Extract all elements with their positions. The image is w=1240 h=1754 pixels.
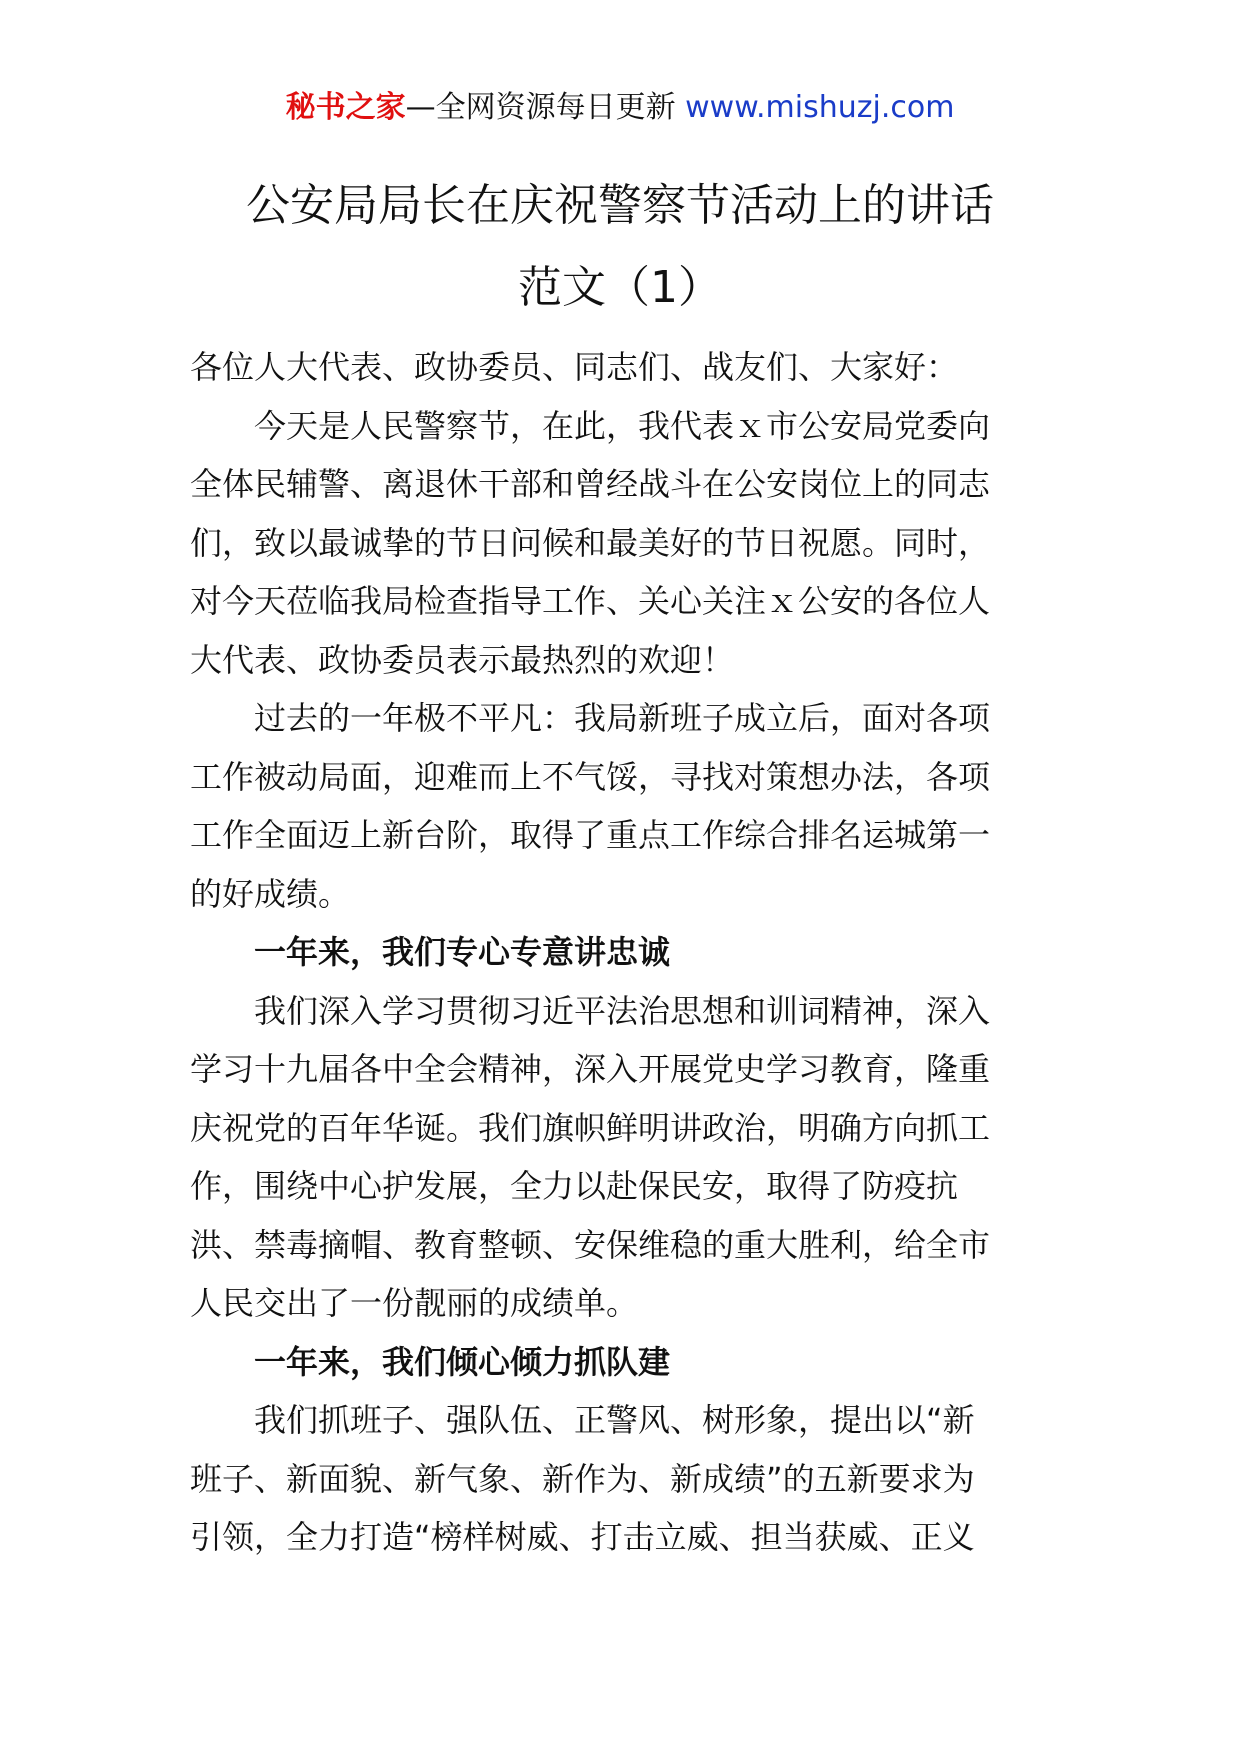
section-heading-1: 一年来，我们专心专意讲忠诚: [254, 933, 671, 971]
paragraph-3-line: 作，围绕中心护发展，全力以赴保民安，取得了防疫抗: [190, 1167, 959, 1205]
paragraph-4-line: 引领，全力打造“榜样树威、打击立威、担当获威、正义: [190, 1518, 975, 1556]
paragraph-2-line: 的好成绩。: [190, 874, 351, 913]
paragraph-4-line: 班子、新面貌、新气象、新作为、新成绩”的五新要求为: [190, 1459, 975, 1498]
paragraph-1-line: 大代表、政协委员表示最热烈的欢迎！: [190, 640, 735, 679]
site-brand: 秘书之家: [285, 90, 406, 125]
paragraph-3-line: 洪、禁毒摘帽、教育整顿、安保维稳的重大胜利，给全市: [190, 1225, 991, 1264]
paragraph-3-line: 我们深入学习贯彻习近平法治思想和训词精神，深入: [254, 991, 991, 1030]
site-header: [0, 86, 1240, 130]
site-tagline: —全网资源每日更新: [405, 90, 676, 125]
paragraph-4-line: 我们抓班子、强队伍、正警风、树形象，提出以“新: [254, 1401, 975, 1439]
document-body: [190, 338, 1050, 1567]
paragraph-3-line: 人民交出了一份靓丽的成绩单。: [190, 1284, 639, 1322]
paragraph-3-line: 学习十九届各中全会精神，深入开展党史学习教育，隆重: [190, 1050, 991, 1088]
document-title-line-2: 范文（1）: [518, 262, 722, 313]
salutation: 各位人大代表、政协委员、同志们、战友们、大家好：: [190, 348, 959, 386]
paragraph-2-line: 工作被动局面，迎难而上不气馁，寻找对策想办法，各项: [190, 757, 991, 796]
paragraph-1-line: 们，致以最诚挚的节日问候和最美好的节日祝愿。同时，: [190, 523, 991, 562]
paragraph-2-line: 工作全面迈上新台阶，取得了重点工作综合排名运城第一: [190, 816, 991, 854]
section-heading-2: 一年来，我们倾心倾力抓队建: [254, 1342, 671, 1381]
paragraph-1-line: 今天是人民警察节，在此，我代表ｘ市公安局党委向: [254, 406, 991, 445]
document-title-line-1: 公安局局长在庆祝警察节活动上的讲话: [246, 180, 994, 231]
paragraph-2-line: 过去的一年极不平凡：我局新班子成立后，面对各项: [254, 699, 991, 737]
site-url-link[interactable]: www.mishuzj.com: [685, 90, 955, 125]
paragraph-1-line: 全体民辅警、离退休干部和曾经战斗在公安岗位上的同志: [190, 465, 991, 503]
paragraph-3-line: 庆祝党的百年华诞。我们旗帜鲜明讲政治，明确方向抓工: [190, 1108, 991, 1147]
paragraph-1-line: 对今天莅临我局检查指导工作、关心关注ｘ公安的各位人: [190, 582, 991, 620]
